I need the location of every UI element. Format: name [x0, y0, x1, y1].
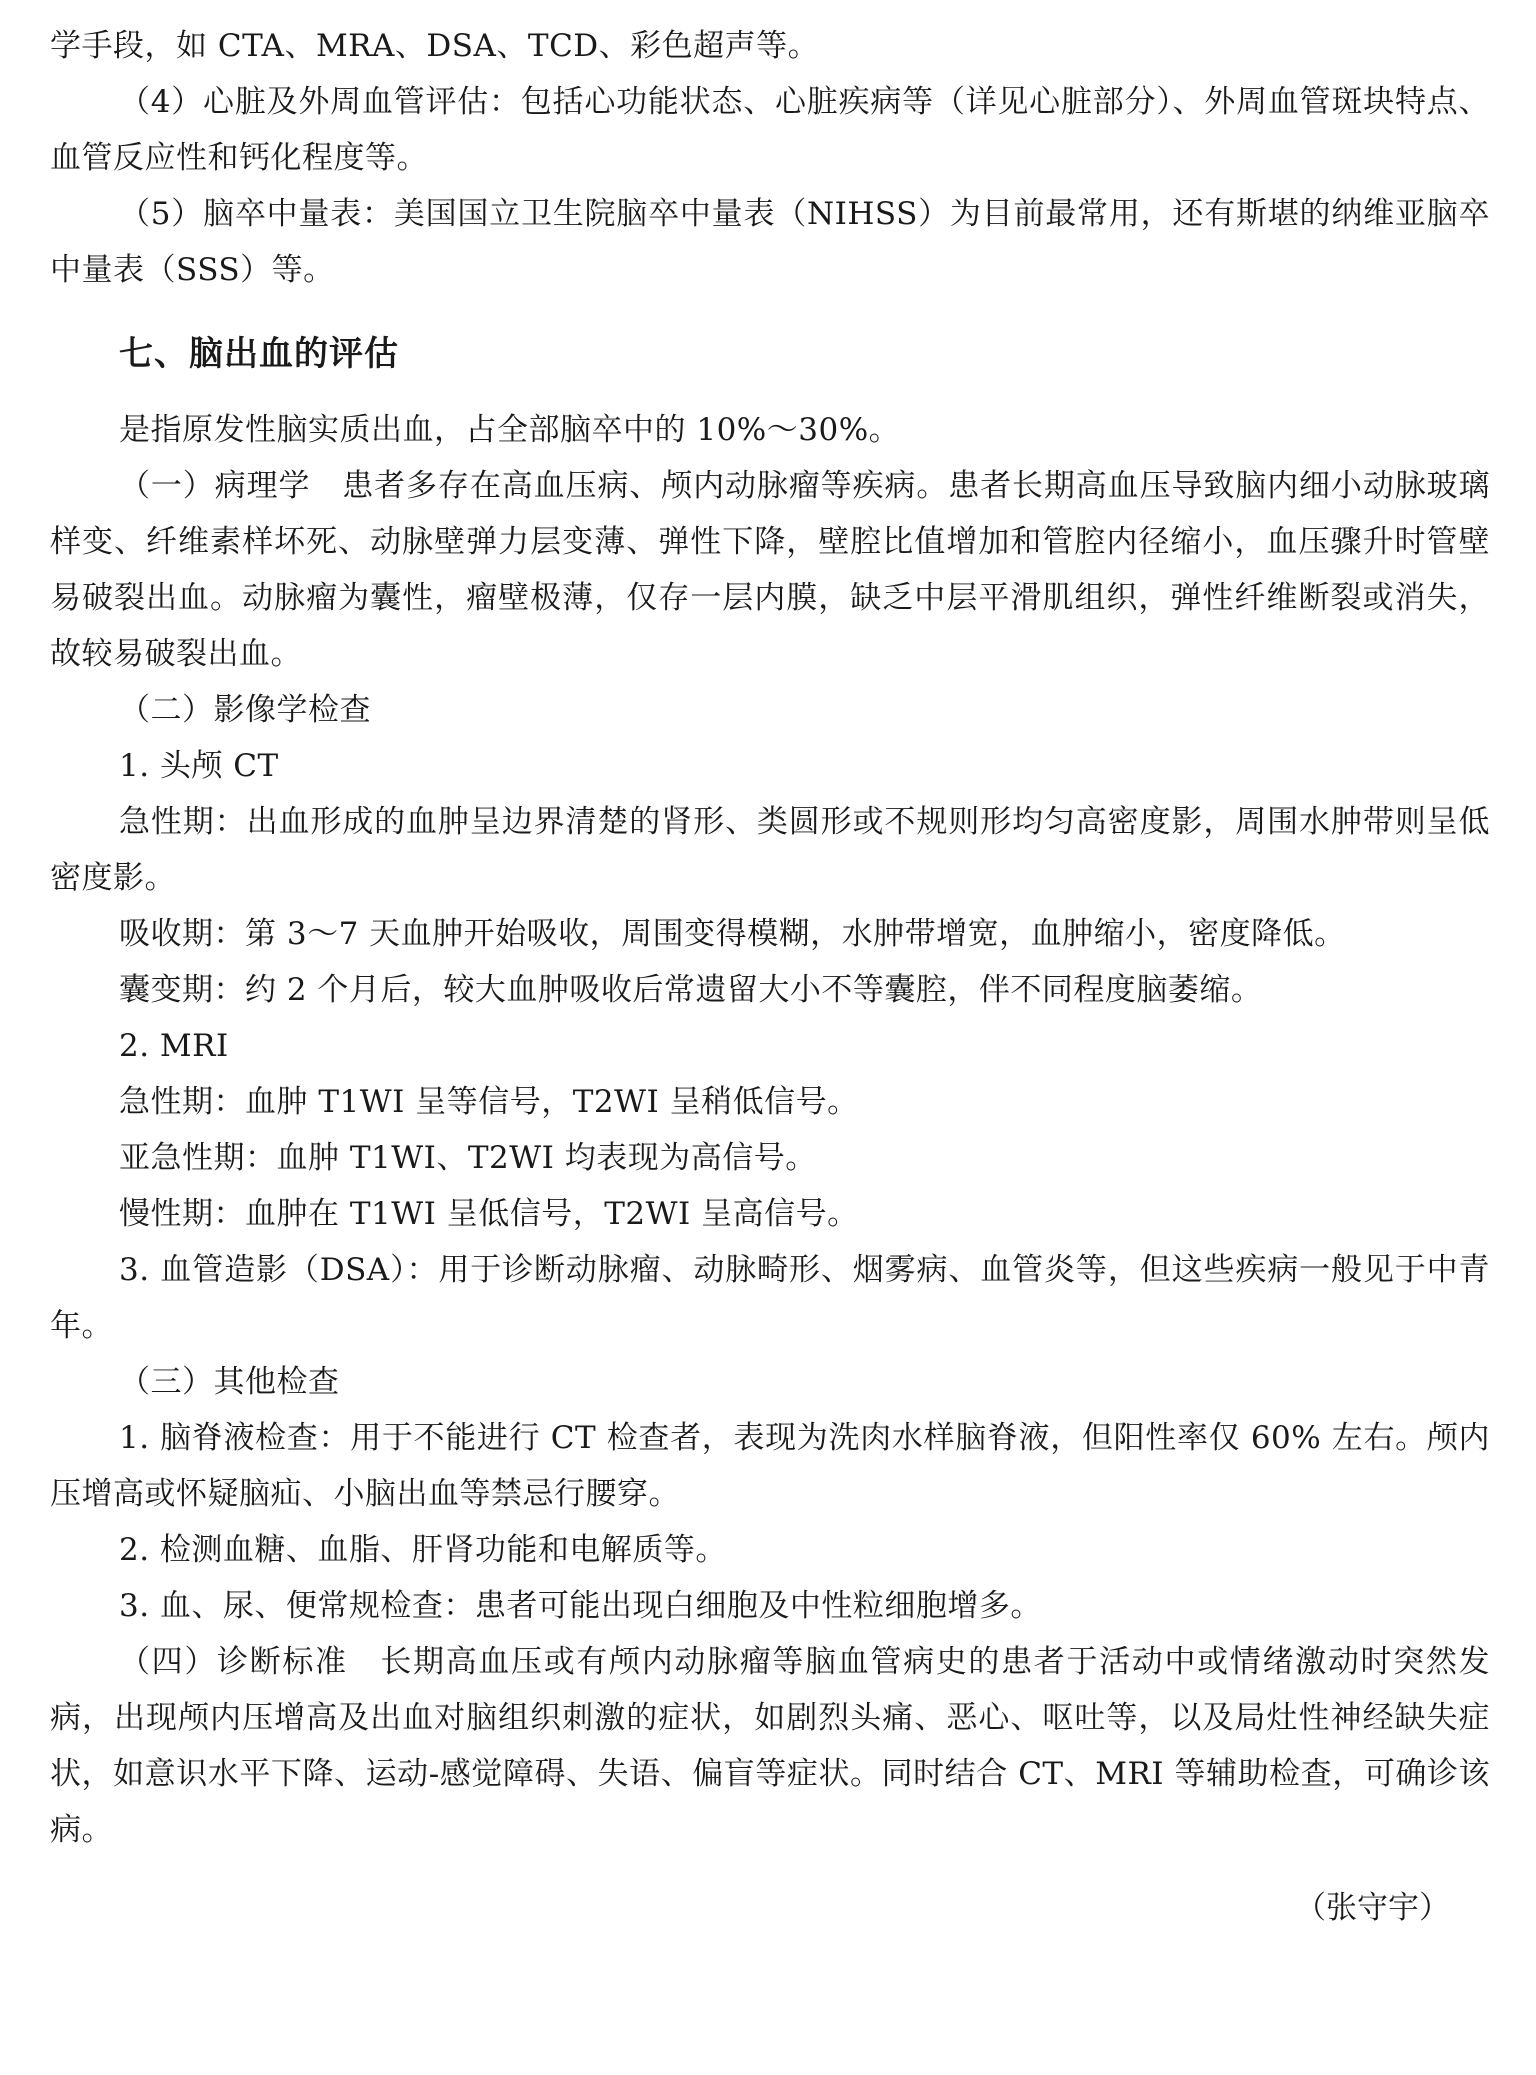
paragraph-dsa: 3. 血管造影（DSA）：用于诊断动脉瘤、动脉畸形、烟雾病、血管炎等，但这些疾病一般见于中青年。 [50, 1252, 1490, 1344]
paragraph-stroke-scale: （5）脑卒中量表：美国国立卫生院脑卒中量表（NIHSS）为目前最常用，还有斯堪的纳维亚脑卒中量表（SSS）等。 [50, 196, 1490, 288]
paragraph-ct-acute: 急性期：出血形成的血肿呈边界清楚的肾形、类圆形或不规则形均匀高密度影，周围水肿带则呈低密度影。 [50, 804, 1490, 896]
paragraph-other-exams-heading: （三）其他检查 [119, 1364, 340, 1400]
paragraph-blood-tests: 2. 检测血糖、血脂、肝肾功能和电解质等。 [119, 1532, 727, 1568]
paragraph-csf: 1. 脑脊液检查：用于不能进行 CT 检查者，表现为洗肉水样脑脊液，但阳性率仅 60% 左右。颅内压增高或怀疑脑疝、小脑出血等禁忌行腰穿。 [50, 1420, 1490, 1512]
paragraph-imaging-heading: （二）影像学检查 [119, 692, 371, 728]
paragraph-cardiac-assessment: （4）心脏及外周血管评估：包括心功能状态、心脏疾病等（详见心脏部分）、外周血管斑块特点、血管反应性和钙化程度等。 [50, 84, 1490, 176]
author-signature: （张守宇） [1295, 1890, 1450, 1926]
paragraph-diagnosis: （四）诊断标准 长期高血压或有颅内动脉瘤等脑血管病史的患者于活动中或情绪激动时突然发病，出现颅内压增高及出血对脑组织刺激的症状，如剧烈头痛、恶心、呕吐等，以及局灶性神经缺失症状，如意识水平下降、运动-感觉障碍、失语、偏盲等症状。同时结合 CT、MRI 等辅助检查，可确诊该病。 [50, 1644, 1490, 1848]
paragraph-pathology: （一）病理学 患者多存在高血压病、颅内动脉瘤等疾病。患者长期高血压导致脑内细小动脉玻璃样变、纤维素样坏死、动脉壁弹力层变薄、弹性下降，壁腔比值增加和管腔内径缩小，血压骤升时管壁易破裂出血。动脉瘤为囊性，瘤壁极薄，仅存一层内膜，缺乏中层平滑肌组织，弹性纤维断裂或消失，故较易破裂出血。 [50, 468, 1490, 672]
paragraph-mri-chronic: 慢性期：血肿在 T1WI 呈低信号，T2WI 呈高信号。 [119, 1196, 859, 1232]
paragraph-ct-heading: 1. 头颅 CT [119, 748, 279, 784]
paragraph-ct-absorption: 吸收期：第 3～7 天血肿开始吸收，周围变得模糊，水肿带增宽，血肿缩小，密度降低。 [119, 916, 1346, 952]
paragraph-mri-subacute: 亚急性期：血肿 T1WI、T2WI 均表现为高信号。 [119, 1140, 817, 1176]
paragraph-ct-cystic: 囊变期：约 2 个月后，较大血肿吸收后常遗留大小不等囊腔，伴不同程度脑萎缩。 [119, 972, 1263, 1008]
paragraph-definition: 是指原发性脑实质出血，占全部脑卒中的 10%～30%。 [119, 412, 901, 448]
paragraph-routine-tests: 3. 血、尿、便常规检查：患者可能出现白细胞及中性粒细胞增多。 [119, 1588, 1042, 1624]
paragraph-mri-acute: 急性期：血肿 T1WI 呈等信号，T2WI 呈稍低信号。 [119, 1084, 859, 1120]
paragraph-continuation: 学手段，如 CTA、MRA、DSA、TCD、彩色超声等。 [50, 28, 820, 64]
section-heading: 七、脑出血的评估 [119, 334, 399, 374]
document-page [50, 18, 1490, 1936]
paragraph-mri-heading: 2. MRI [119, 1028, 229, 1064]
